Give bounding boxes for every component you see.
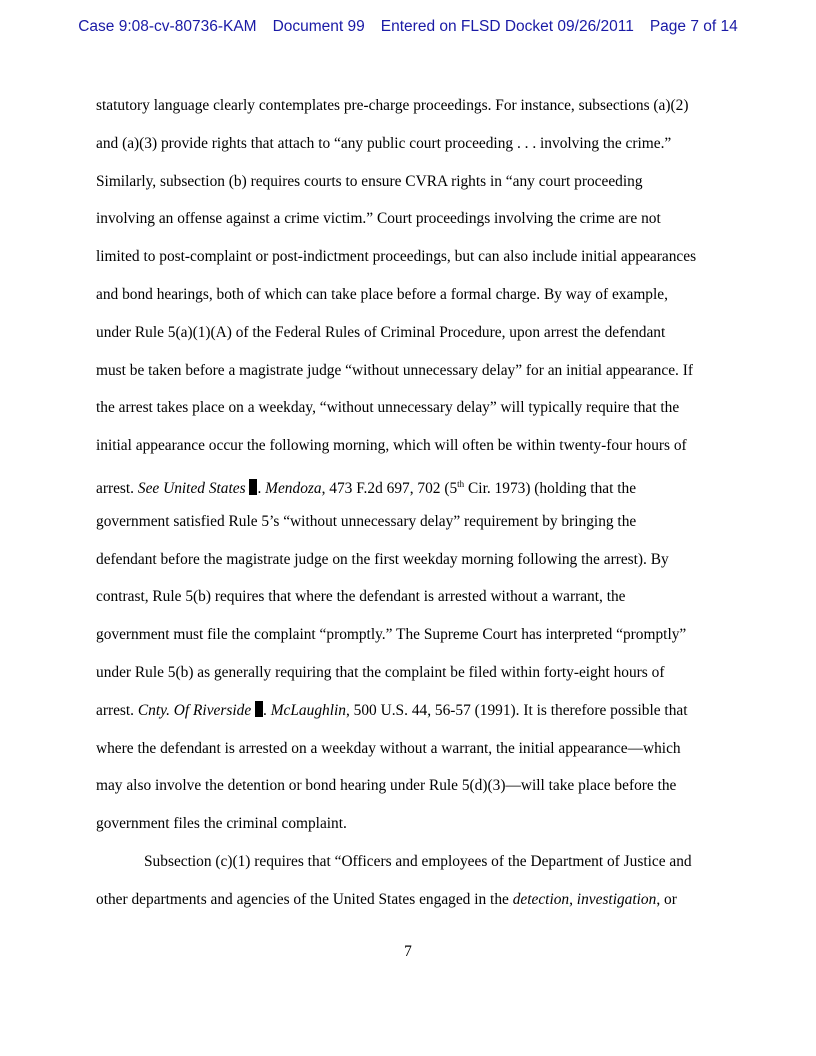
text-line-citation [96, 474, 728, 512]
emphasis: detection, investigation [512, 890, 657, 908]
text-line: contrast, Rule 5(b) requires that where the defendant is arrested without a warrant, the [96, 588, 626, 606]
docket-header [0, 18, 816, 36]
text-run: . [257, 480, 266, 498]
text-line: defendant before the magistrate judge on the first weekday morning following the arrest). By [96, 550, 669, 568]
redaction-box [255, 701, 263, 717]
case-citation: Mendoza [265, 480, 322, 498]
text-line-citation [96, 701, 728, 739]
text-line: where the defendant is arrested on a weekday without a warrant, the initial appearance—which [96, 739, 681, 757]
text-line: statutory language clearly contemplates pre-charge proceedings. For instance, subsections (a)(2) [96, 97, 689, 114]
page-count: Page 7 of 14 [649, 18, 738, 35]
case-citation: Cnty. Of Riverside [137, 701, 252, 719]
entered-stamp: Entered on FLSD Docket 09/26/2011 [380, 18, 634, 35]
text-line: limited to post-complaint or post-indictment proceedings, but can also include initial appearances [96, 248, 697, 266]
text-line: government must file the complaint “promptly.” The Supreme Court has interpreted “promptly” [96, 626, 687, 644]
text-run: arrest. [96, 701, 138, 719]
case-number: Case 9:08-cv-80736-KAM [78, 18, 257, 35]
document-number: Document 99 [272, 18, 365, 35]
text-line: must be taken before a magistrate judge “without unnecessary delay” for an initial appearance. If [96, 361, 693, 379]
text-line [96, 890, 728, 928]
text-line: the arrest takes place on a weekday, “without unnecessary delay” will typically require that the [96, 399, 680, 417]
text-run: . [263, 701, 271, 719]
text-line: may also involve the detention or bond hearing under Rule 5(d)(3)—will take place before the [96, 777, 677, 795]
text-run: Cir. 1973) (holding that the [464, 480, 637, 498]
case-citation: See United States [137, 480, 246, 498]
text-line: and bond hearings, both of which can take place before a formal charge. By way of example, [96, 285, 668, 303]
text-line: government satisfied Rule 5’s “without unnecessary delay” requirement by bringing the [96, 512, 637, 530]
text-line: involving an offense against a crime victim.” Court proceedings involving the crime are not [96, 210, 661, 228]
text-line: government files the criminal complaint. [96, 815, 347, 833]
text-line: initial appearance occur the following morning, which will often be within twenty-four hours of [96, 437, 687, 455]
text-line: Similarly, subsection (b) requires courts to ensure CVRA rights in “any court proceeding [96, 172, 643, 190]
text-run: , 473 F.2d 697, 702 (5 [321, 480, 458, 498]
body-text [96, 96, 728, 928]
text-run: , or [656, 890, 677, 908]
text-line: and (a)(3) provide rights that attach to “any public court proceeding . . . involving the crime.” [96, 134, 672, 152]
text-run: , 500 U.S. 44, 56-57 (1991). It is therefore possible that [345, 701, 688, 719]
superscript: th [457, 478, 465, 489]
case-citation: McLaughlin [270, 701, 346, 719]
text-line: under Rule 5(b) as generally requiring that the complaint be filed within forty-eight hours of [96, 663, 665, 681]
page-number: 7 [404, 943, 412, 960]
text-line-indented: Subsection (c)(1) requires that “Officers and employees of the Department of Justice and [144, 852, 692, 870]
text-run: arrest. [96, 480, 138, 498]
text-line: under Rule 5(a)(1)(A) of the Federal Rules of Criminal Procedure, upon arrest the defendant [96, 323, 666, 341]
text-run: other departments and agencies of the United States engaged in the [96, 890, 513, 908]
